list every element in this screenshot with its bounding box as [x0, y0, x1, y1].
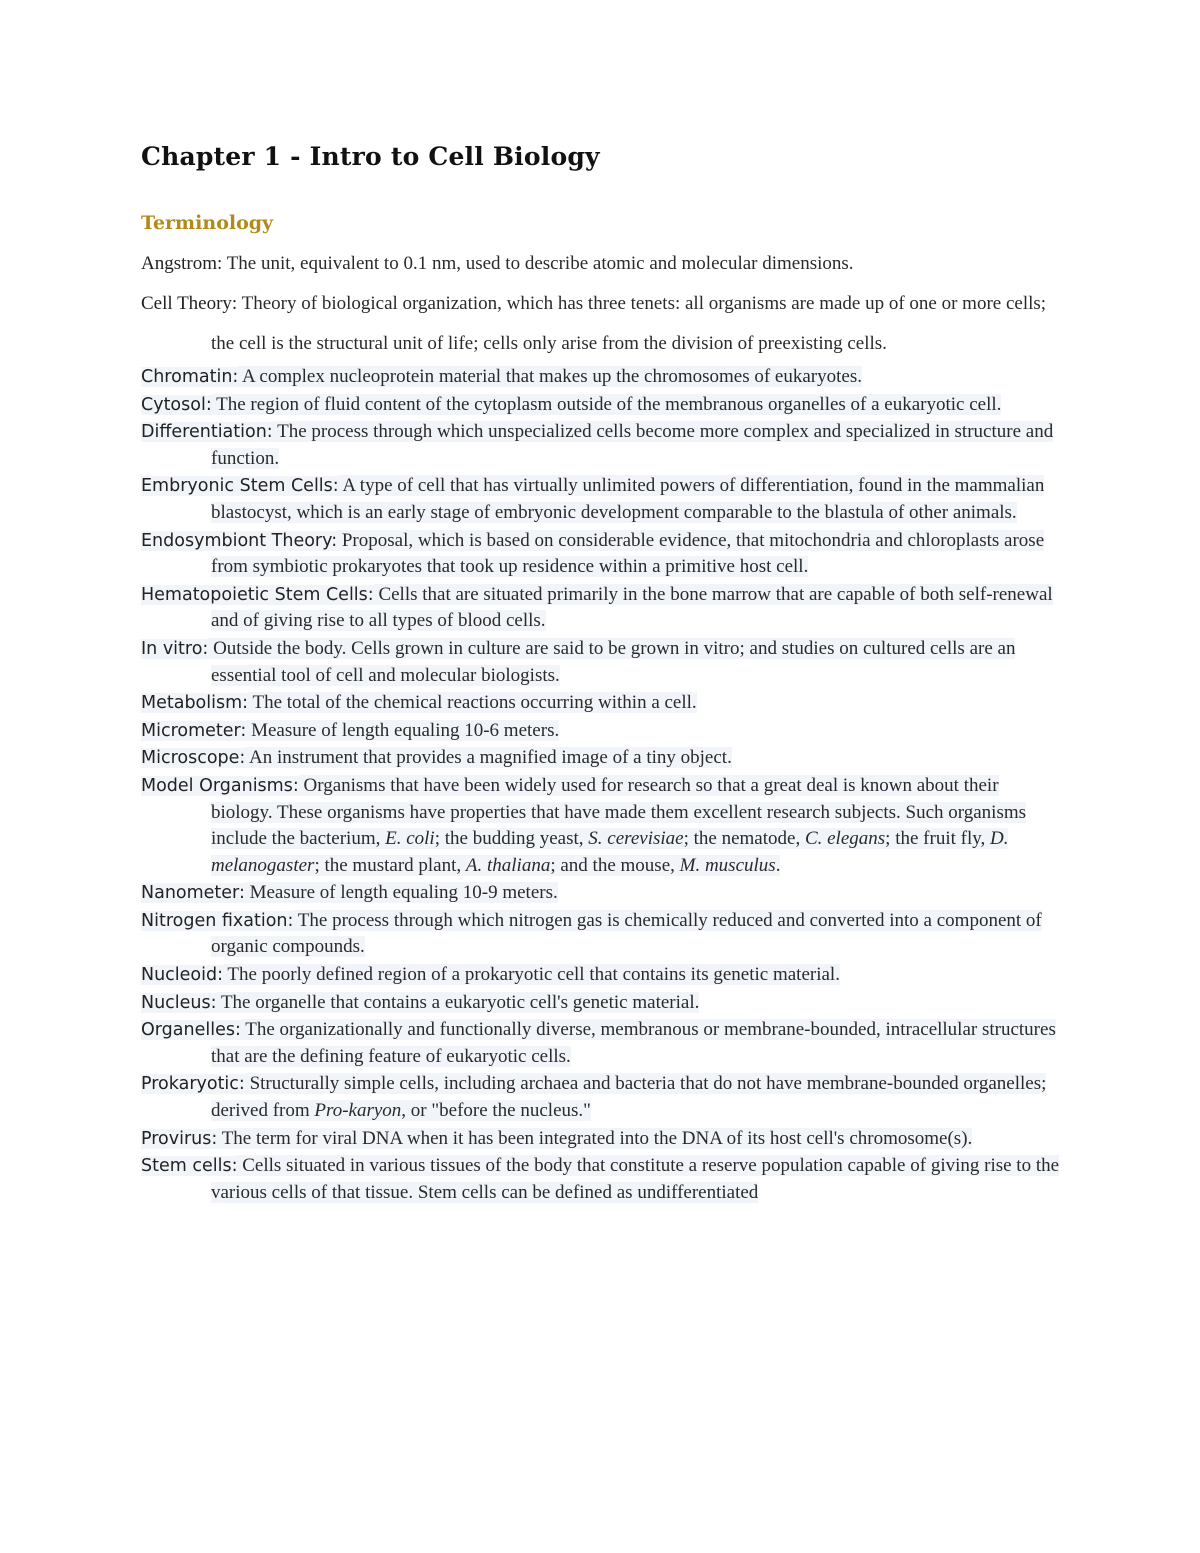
glossary-entry — [141, 419, 1061, 472]
glossary-definition: The organizationally and functionally diverse, membranous or membrane-bounded, intracellular structures that are the defining feature of eukaryotic cells. — [211, 1019, 1056, 1067]
glossary-term: Differentiation: — [141, 422, 273, 443]
glossary-list — [141, 244, 1061, 1206]
glossary-entry — [141, 582, 1061, 635]
glossary-term: Cell Theory: — [141, 293, 238, 314]
glossary-definition: The process through which nitrogen gas is chemically reduced and converted into a component of organic compounds. — [211, 909, 1042, 958]
glossary-definition: Proposal, which is based on considerable evidence, that mitochondria and chloroplasts arose from symbiotic prokaryotes that took up residence within a primitive host cell. — [211, 529, 1045, 578]
glossary-term: Nitrogen fixation: — [141, 910, 294, 931]
glossary-entry — [141, 1017, 1061, 1070]
glossary-term: Organelles: — [141, 1020, 241, 1041]
glossary-entry — [141, 636, 1061, 689]
glossary-definition: The region of fluid content of the cytoplasm outside of the membranous organelles of a eukaryotic cell. — [211, 393, 1002, 415]
glossary-term: Prokaryotic: — [141, 1074, 245, 1095]
glossary-entry — [141, 962, 1061, 989]
glossary-entry — [141, 718, 1061, 745]
glossary-entry — [141, 244, 1061, 284]
document-page — [141, 138, 1061, 1207]
glossary-term: Hematopoietic Stem Cells: — [141, 584, 374, 605]
glossary-term: Nucleoid: — [141, 965, 224, 986]
glossary-definition: Outside the body. Cells grown in culture are said to be grown in vitro; and studies on cultured cells are an essential tool of cell and molecular biologists. — [208, 637, 1016, 686]
glossary-entry — [141, 1126, 1061, 1153]
glossary-term: Endosymbiont Theory: — [141, 530, 338, 551]
glossary-definition: The process through which unspecialized cells become more complex and specialized in structure and function. — [211, 421, 1054, 469]
glossary-term: Cytosol: — [141, 394, 212, 415]
glossary-entry — [141, 880, 1061, 907]
glossary-term: In vitro: — [141, 638, 209, 659]
glossary-entry — [141, 473, 1061, 526]
glossary-term: Angstrom: — [141, 253, 223, 274]
glossary-entry — [141, 745, 1061, 772]
glossary-entry — [141, 990, 1061, 1017]
glossary-definition: Cells that are situated primarily in the bone marrow that are capable of both self-renewal and of giving rise to all types of blood cells. — [211, 583, 1053, 632]
glossary-definition: Measure of length equaling 10-9 meters. — [244, 882, 558, 904]
section-heading: Terminology — [141, 212, 274, 234]
glossary-definition: Measure of length equaling 10-6 meters. — [246, 719, 560, 741]
glossary-term: Embryonic Stem Cells: — [141, 476, 339, 497]
glossary-definition: Theory of biological organization, which has three tenets: all organisms are made up of one or more cells; the cell is the structural unit of life; cells only arise from the division of preexisting cells. — [211, 293, 1047, 354]
glossary-definition: A complex nucleoprotein material that makes up the chromosomes of eukaryotes. — [238, 366, 862, 387]
glossary-entry — [141, 364, 1061, 391]
glossary-entry — [141, 1153, 1061, 1206]
glossary-entry — [141, 392, 1061, 419]
glossary-term: Model Organisms: — [141, 775, 299, 796]
glossary-definition: Cells situated in various tissues of the body that constitute a reserve population capable of giving rise to the various cells of that tissue. Stem cells can be defined as undifferentiated — [211, 1155, 1060, 1203]
glossary-term: Microscope: — [141, 748, 246, 769]
glossary-entry — [141, 908, 1061, 961]
glossary-entry — [141, 690, 1061, 717]
glossary-definition: An instrument that provides a magnified image of a tiny object. — [245, 747, 732, 769]
glossary-term: Nucleus: — [141, 992, 217, 1013]
glossary-definition: The organelle that contains a eukaryotic cell's genetic material. — [216, 991, 700, 1013]
glossary-definition: Organisms that have been widely used for research so that a great deal is known about their biology. These organisms have properties that have made them excellent research subjects. Such organisms include the bacterium, E. coli; the budding yeast, S. cerevisiae; the nematode, C. elegans; the fruit fly, D. melanogaster; the mustard plant, A. thaliana; and the mouse, M. musculus. — [211, 774, 1027, 876]
glossary-definition: The unit, equivalent to 0.1 nm, used to describe atomic and molecular dimensions. — [222, 253, 854, 274]
glossary-entry — [141, 284, 1061, 364]
glossary-entry — [141, 1071, 1061, 1124]
page-title: Chapter 1 - Intro to Cell Biology — [141, 142, 600, 171]
glossary-definition: A type of cell that has virtually unlimited powers of differentiation, found in the mammalian blastocyst, which is an early stage of embryonic development comparable to the blastula of other animals. — [211, 475, 1045, 523]
glossary-definition: The total of the chemical reactions occurring within a cell. — [248, 692, 697, 714]
glossary-term: Provirus: — [141, 1128, 218, 1149]
glossary-term: Micrometer: — [141, 720, 247, 741]
glossary-term: Chromatin: — [141, 367, 239, 387]
glossary-term: Metabolism: — [141, 693, 249, 714]
glossary-term: Stem cells: — [141, 1156, 238, 1177]
glossary-entry — [141, 528, 1061, 581]
glossary-entry — [141, 773, 1061, 879]
glossary-term: Nanometer: — [141, 883, 245, 904]
glossary-definition: The poorly defined region of a prokaryotic cell that contains its genetic material. — [223, 964, 840, 986]
glossary-definition: Structurally simple cells, including archaea and bacteria that do not have membrane-bounded organelles; derived from Pro-karyon, or "before the nucleus." — [211, 1073, 1047, 1122]
glossary-definition: The term for viral DNA when it has been integrated into the DNA of its host cell's chromosome(s). — [217, 1127, 973, 1149]
